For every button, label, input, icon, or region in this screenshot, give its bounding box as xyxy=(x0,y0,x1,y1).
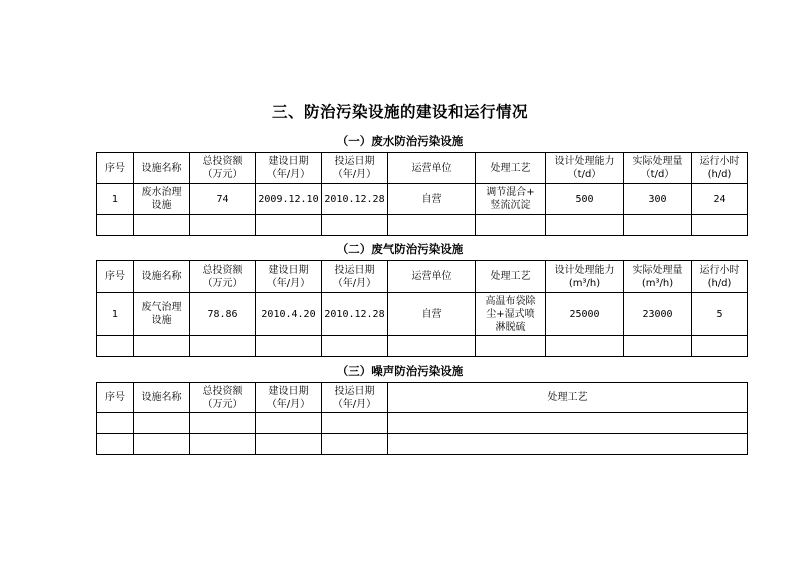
process-value: 调节混合+ 竖流沉淀 xyxy=(476,184,546,215)
header-cell: 实际处理量 (m³/h) xyxy=(624,261,692,293)
table-header-row xyxy=(97,383,748,413)
header-cell: 设计处理能力 (m³/h) xyxy=(546,261,624,293)
header-cell: 处理工艺 xyxy=(476,261,546,293)
header-cell: 建设日期 （年/月） xyxy=(256,261,322,293)
header-cell: 建设日期 （年/月） xyxy=(256,383,322,413)
header-cell: 投运日期 （年/月） xyxy=(322,153,388,184)
section-title-noise: （三）噪声防治污染设施 xyxy=(336,364,464,378)
waste-gas-facilities-table xyxy=(96,260,748,357)
section-title-waste-gas: （二）废气防治污染设施 xyxy=(336,242,464,256)
row-number: 1 xyxy=(97,184,134,215)
actual-volume-value: 300 xyxy=(624,184,692,215)
empty-row xyxy=(97,413,748,434)
design-capacity-value: 25000 xyxy=(546,293,624,336)
header-cell: 处理工艺 xyxy=(476,153,546,184)
design-capacity-value: 500 xyxy=(546,184,624,215)
row-number: 1 xyxy=(97,293,134,336)
header-cell: 运营单位 xyxy=(388,261,476,293)
header-cell: 运行小时 (h/d) xyxy=(692,153,748,184)
run-hours-value: 5 xyxy=(692,293,748,336)
header-cell: 总投资额 （万元） xyxy=(190,261,256,293)
header-cell: 设施名称 xyxy=(134,261,190,293)
facility-name: 废气治理 设施 xyxy=(134,293,190,336)
actual-volume-value: 23000 xyxy=(624,293,692,336)
header-cell: 序号 xyxy=(97,383,134,413)
header-cell: 设施名称 xyxy=(134,383,190,413)
header-cell: 总投资额 （万元） xyxy=(190,383,256,413)
empty-row xyxy=(97,336,748,357)
header-cell: 总投资额 （万元） xyxy=(190,153,256,184)
investment-value: 74 xyxy=(190,184,256,215)
table-row xyxy=(97,293,748,336)
header-cell: 运行小时 (h/d) xyxy=(692,261,748,293)
facility-name: 废水治理 设施 xyxy=(134,184,190,215)
header-cell: 序号 xyxy=(97,153,134,184)
header-cell: 处理工艺 xyxy=(388,383,748,413)
empty-row xyxy=(97,434,748,455)
operator-value: 自营 xyxy=(388,184,476,215)
header-cell: 序号 xyxy=(97,261,134,293)
header-cell: 投运日期 （年/月） xyxy=(322,261,388,293)
header-cell: 设计处理能力 （t/d） xyxy=(546,153,624,184)
operator-value: 自营 xyxy=(388,293,476,336)
build-date-value: 2009.12.10 xyxy=(256,184,322,215)
header-cell: 设施名称 xyxy=(134,153,190,184)
table-header-row xyxy=(97,261,748,293)
header-cell: 建设日期 （年/月） xyxy=(256,153,322,184)
header-cell: 实际处理量 （t/d） xyxy=(624,153,692,184)
page-title: 三、防治污染设施的建设和运行情况 xyxy=(271,103,528,121)
build-date-value: 2010.4.20 xyxy=(256,293,322,336)
header-cell: 运营单位 xyxy=(388,153,476,184)
noise-facilities-table xyxy=(96,382,748,455)
investment-value: 78.86 xyxy=(190,293,256,336)
section-title-wastewater: （一）废水防治污染设施 xyxy=(336,134,464,148)
header-cell: 投运日期 （年/月） xyxy=(322,383,388,413)
run-date-value: 2010.12.28 xyxy=(322,184,388,215)
empty-row xyxy=(97,215,748,236)
table-row xyxy=(97,184,748,215)
run-hours-value: 24 xyxy=(692,184,748,215)
table-header-row xyxy=(97,153,748,184)
run-date-value: 2010.12.28 xyxy=(322,293,388,336)
process-value: 高温布袋除 尘+湿式喷 淋脱硫 xyxy=(476,293,546,336)
wastewater-facilities-table xyxy=(96,152,748,236)
